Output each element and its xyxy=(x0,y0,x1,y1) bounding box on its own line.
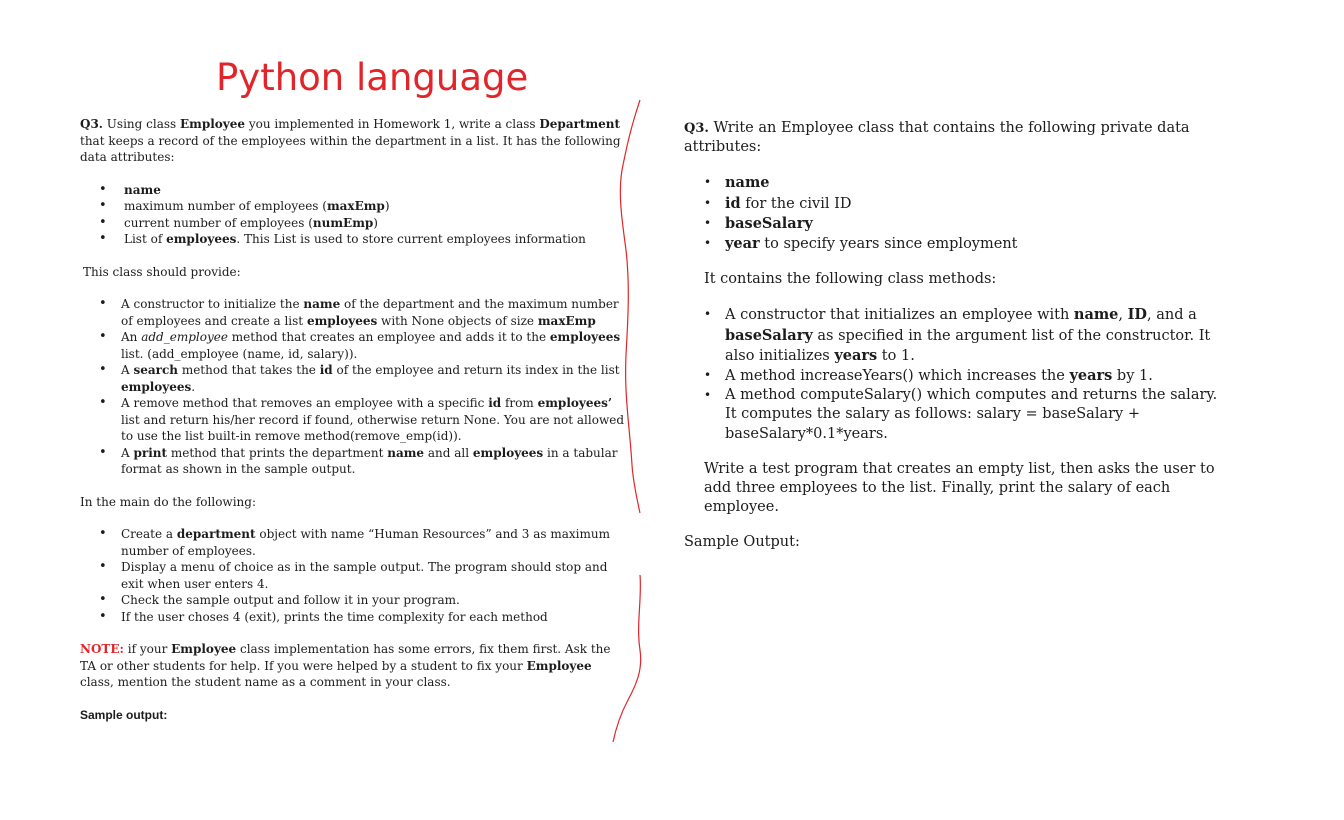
left-q3-label: Q3. xyxy=(80,117,103,131)
right-method-list xyxy=(725,305,1220,443)
list-item: • name xyxy=(121,182,625,199)
right-intro: Q3. Write an Employee class that contains the following private data attributes: xyxy=(684,120,1190,156)
left-provide-heading: This class should provide: xyxy=(83,264,241,279)
left-sample-output-label: Sample output: xyxy=(80,707,168,722)
list-item: • A constructor that initializes an employee with name, ID, and a baseSalary as specified in the argument list of the constructor. It also initializes years to 1. xyxy=(725,305,1220,366)
left-intro: Q3. Using class Employee you implemented in Homework 1, write a class Department that keeps a record of the employees within the department in a list. It has the following data attributes: xyxy=(80,117,621,164)
left-main-list xyxy=(121,526,625,625)
right-q3-label: Q3. xyxy=(684,121,709,136)
list-item: • List of employees. This List is used to store current employees information xyxy=(121,231,625,248)
list-item: • Check the sample output and follow it in your program. xyxy=(121,592,625,609)
left-note: NOTE: if your Employee class implementation has some errors, fix them first. Ask the TA or other students for help. If you were helped by a student to fix your Employee class, mention the student name as a comment in your class. xyxy=(80,642,611,689)
list-item: • A constructor to initialize the name of the department and the maximum number of employees and create a list employees with None objects of size maxEmp xyxy=(121,296,625,329)
list-item: • If the user choses 4 (exit), prints the time complexity for each method xyxy=(121,609,625,626)
right-sample-output-label: Sample Output: xyxy=(684,534,800,551)
list-item: • id for the civil ID xyxy=(725,194,1220,214)
right-methods-heading: It contains the following class methods: xyxy=(704,271,997,288)
left-question xyxy=(80,116,625,723)
list-item: • A method computeSalary() which computes and returns the salary. It computes the salary as follows: salary = baseSalary + baseSalary*0.1*years. xyxy=(725,386,1220,444)
left-method-list xyxy=(121,296,625,478)
list-item: • Display a menu of choice as in the sample output. The program should stop and exit when user enters 4. xyxy=(121,559,625,592)
note-label: NOTE: xyxy=(80,642,124,656)
list-item: • baseSalary xyxy=(725,214,1220,234)
right-test-paragraph: Write a test program that creates an empty list, then asks the user to add three employees to the list. Finally, print the salary of each employee. xyxy=(704,460,1215,516)
list-item: • A remove method that removes an employee with a specific id from employees’ list and return his/her record if found, otherwise return None. You are not allowed to use the list built-in remove method(remove_emp(id)). xyxy=(121,395,625,445)
right-question xyxy=(684,119,1220,553)
right-attribute-list xyxy=(725,173,1220,254)
list-item: • name xyxy=(725,173,1220,193)
list-item: • A search method that takes the id of the employee and return its index in the list employees. xyxy=(121,362,625,395)
left-attribute-list xyxy=(121,182,625,248)
list-item: • A print method that prints the department name and all employees in a tabular format as shown in the sample output. xyxy=(121,445,625,478)
list-item: • Create a department object with name “Human Resources” and 3 as maximum number of employees. xyxy=(121,526,625,559)
left-main-heading: In the main do the following: xyxy=(80,494,256,509)
list-item: • An add_employee method that creates an employee and adds it to the employees list. (add_employee (name, id, salary)). xyxy=(121,329,625,362)
page-heading: Python language xyxy=(216,56,529,99)
list-item: • maximum number of employees (maxEmp) xyxy=(121,198,625,215)
list-item: • year to specify years since employment xyxy=(725,234,1220,254)
list-item: • A method increaseYears() which increases the years by 1. xyxy=(725,366,1220,386)
list-item: • current number of employees (numEmp) xyxy=(121,215,625,232)
